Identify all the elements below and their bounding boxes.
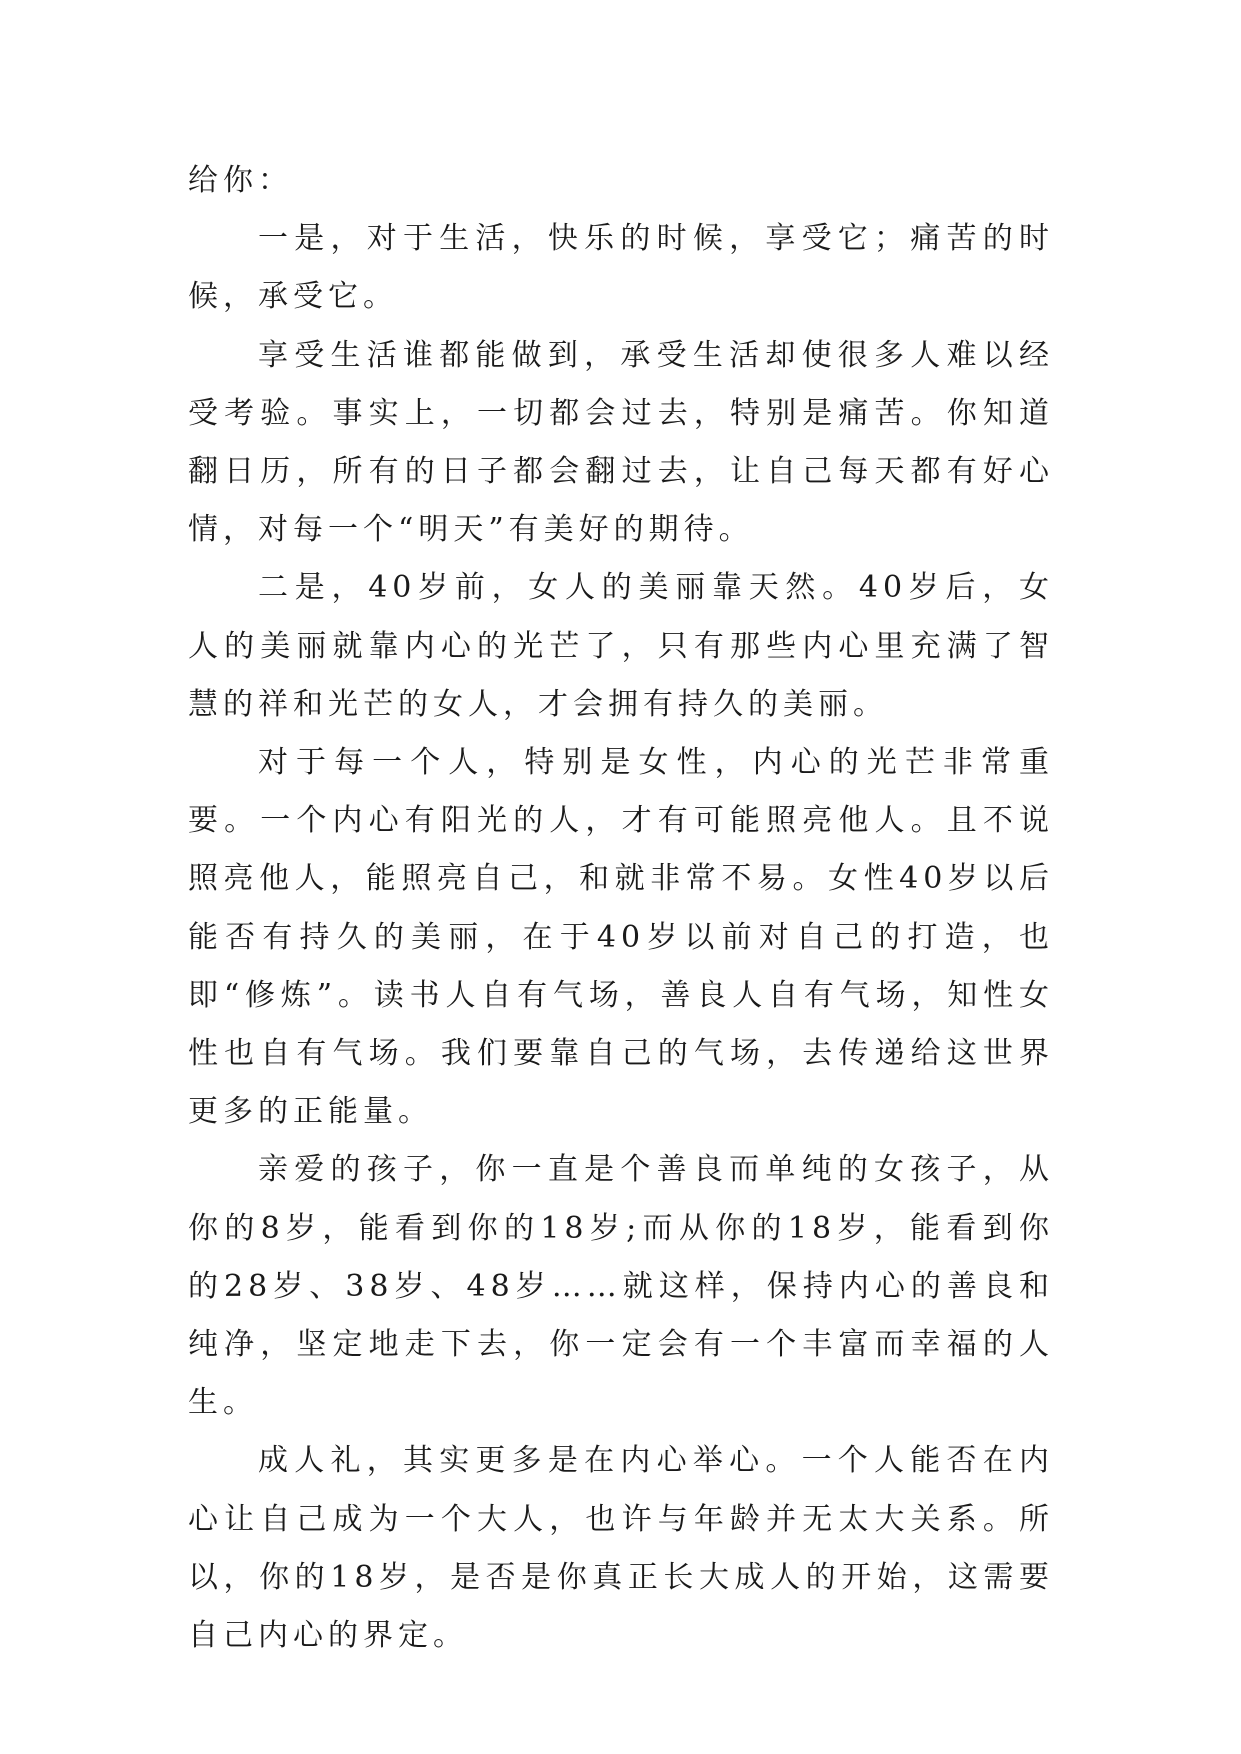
paragraph-point-two: 二是，40岁前，女人的美丽靠天然。40岁后，女人的美丽就靠内心的光芒了，只有那些内心里充满了智慧的祥和光芒的女人，才会拥有持久的美丽。 — [188, 570, 1054, 722]
paragraph-inner-light: 对于每一个人，特别是女性，内心的光芒非常重要。一个内心有阳光的人，才有可能照亮他人。且不说照亮他人，能照亮自己，和就非常不易。女性40岁以后能否有持久的美丽，在于40岁以前对自己的打造，也即“修炼”。读书人自有气场，善良人自有气场，知性女性也自有气场。我们要靠自己的气场，去传递给这世界更多的正能量。 — [188, 745, 1054, 1130]
paragraph-coming-of-age: 成人礼，其实更多是在内心举心。一个人能否在内心让自己成为一个大人，也许与年龄并无太大关系。所以，你的18岁，是否是你真正长大成人的开始，这需要自己内心的界定。 — [188, 1443, 1054, 1654]
paragraph-greeting: 给你： — [188, 163, 293, 198]
paragraph-dear-child: 亲爱的孩子，你一直是个善良而单纯的女孩子，从你的8岁，能看到你的18岁;而从你的18岁，能看到你的28岁、38岁、48岁……就这样，保持内心的善良和纯净，坚定地走下去，你一定会有一个丰富而幸福的人生。 — [188, 1152, 1054, 1421]
paragraph-enduring-life: 享受生活谁都能做到，承受生活却使很多人难以经受考验。事实上，一切都会过去，特别是痛苦。你知道翻日历，所有的日子都会翻过去，让自己每天都有好心情，对每一个“明天”有美好的期待。 — [188, 337, 1054, 548]
document-body — [188, 152, 1054, 1665]
paragraph-point-one: 一是，对于生活，快乐的时候，享受它；痛苦的时候，承受它。 — [188, 221, 1054, 315]
